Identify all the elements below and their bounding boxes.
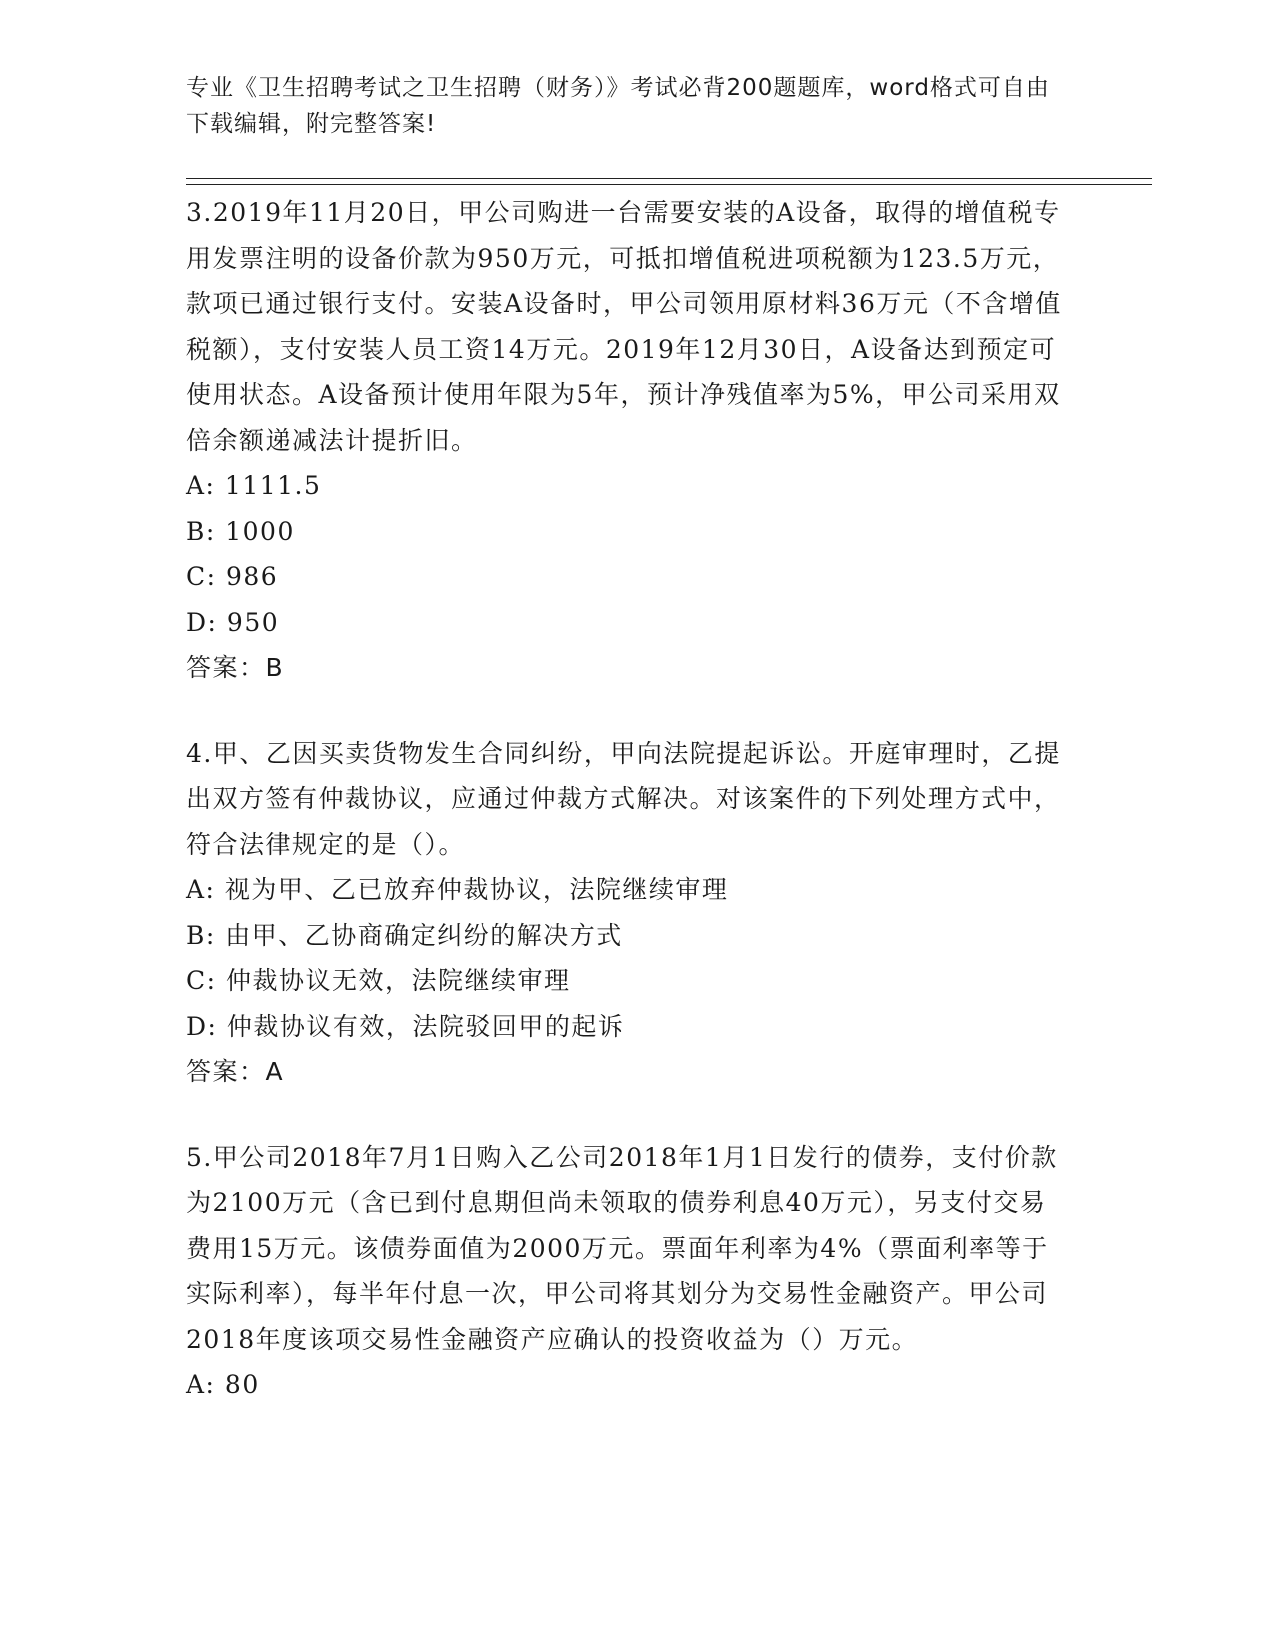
answer-label: 答案：A: [186, 1057, 285, 1086]
question-spacer: [186, 1095, 1066, 1135]
question-item: [186, 1135, 1066, 1408]
option-c: C: 986: [186, 562, 279, 591]
option-d: D: 950: [186, 607, 280, 637]
option-c: C: 仲裁协议无效，法院继续审理: [186, 966, 571, 995]
header-rule-top: [186, 178, 1152, 179]
question-item: [186, 190, 1066, 691]
question-item: [186, 731, 1066, 1095]
option-a: A: 视为甲、乙已放弃仲裁协议，法院继续审理: [186, 875, 729, 904]
document-header: 专业《卫生招聘考试之卫生招聘（财务）》考试必背200题题库，word格式可自由下载编辑，附完整答案!: [186, 75, 1050, 137]
question-spacer: [186, 691, 1066, 731]
question-text: 4.甲、乙因买卖货物发生合同纠纷，甲向法院提起诉讼。开庭审理时，乙提出双方签有仲裁协议，应通过仲裁方式解决。对该案件的下列处理方式中，符合法律规定的是（）。: [186, 738, 1061, 859]
option-b: B: 1000: [186, 516, 295, 546]
question-text: 5.甲公司2018年7月1日购入乙公司2018年1月1日发行的债券，支付价款为2100万元（含已到付息期但尚未领取的债券利息40万元），另支付交易费用15万元。该债券面值为2000万元。票面年利率为4%（票面利率等于实际利率），每半年付息一次，甲公司将其划分为交易性金融资产。甲公司2018年度该项交易性金融资产应确认的投资收益为（）万元。: [186, 1142, 1058, 1354]
option-d: D: 仲裁协议有效，法院驳回甲的起诉: [186, 1011, 625, 1041]
question-list: [186, 190, 1066, 1408]
option-b: B: 由甲、乙协商确定纠纷的解决方式: [186, 920, 623, 950]
question-text: 3.2019年11月20日，甲公司购进一台需要安装的A设备，取得的增值税专用发票注明的设备价款为950万元，可抵扣增值税进项税额为123.5万元，款项已通过银行支付。安装A设备时，甲公司领用原材料36万元（不含增值税额），支付安装人员工资14万元。2019年12月30日，A设备达到预定可使用状态。A设备预计使用年限为5年，预计净残值率为5%，甲公司采用双倍余额递减法计提折旧。: [186, 198, 1062, 455]
answer-label: 答案：B: [186, 653, 285, 682]
header-rule-bottom: [186, 184, 1152, 185]
option-a: A: 1111.5: [186, 471, 322, 500]
option-a: A: 80: [186, 1370, 260, 1399]
